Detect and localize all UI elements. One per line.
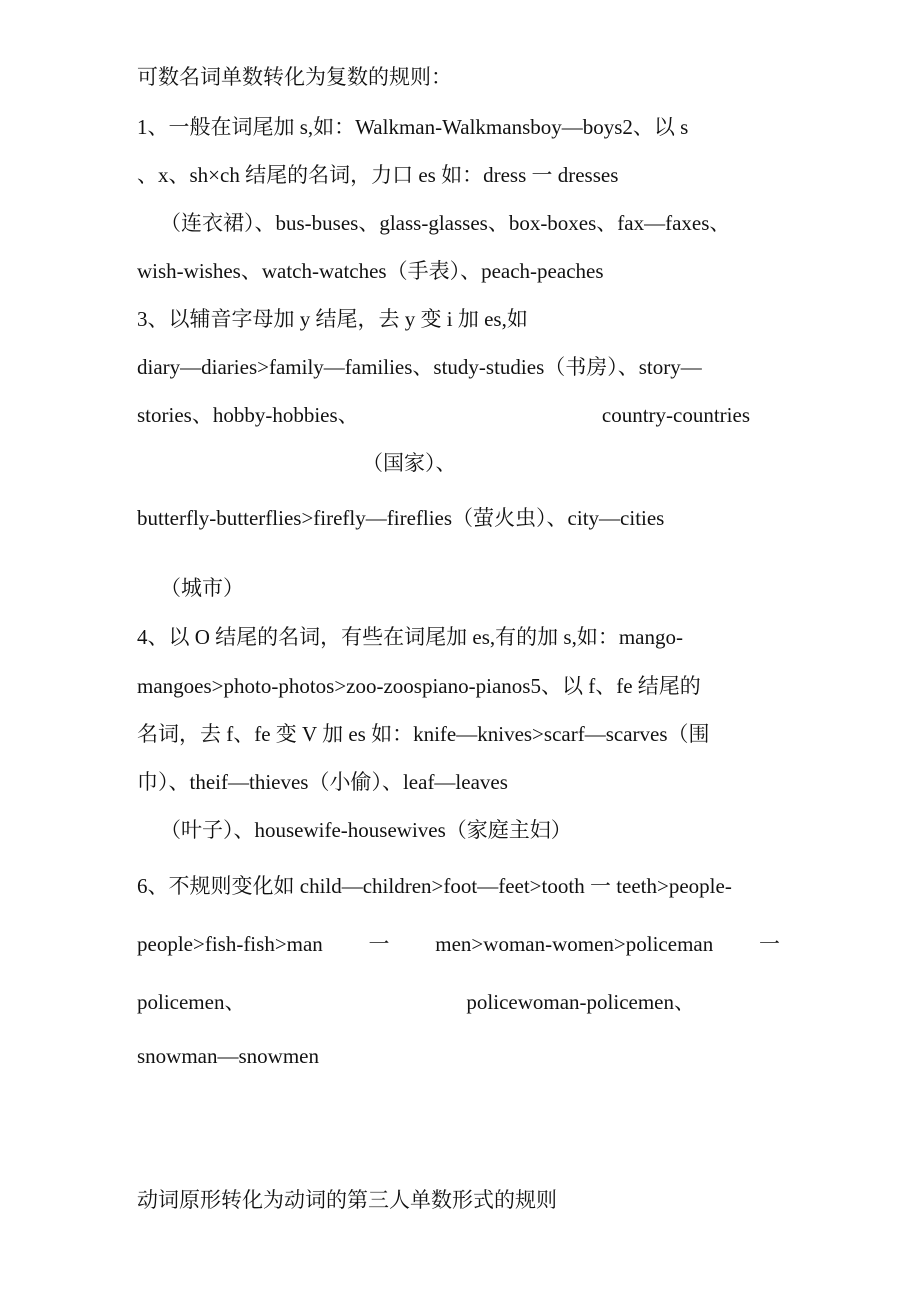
text-line: 1、一般在词尾加 s,如：Walkman-Walkmansboy—boys2、以 s xyxy=(137,115,689,139)
text-line: 3、以辅音字母加 y 结尾，去 y 变 i 加 es,如 xyxy=(137,307,528,331)
text-line: 6、不规则变化如 child—children>foot—feet>tooth 一 teeth>people- xyxy=(137,874,732,898)
section-title-verb-rules: 动词原形转化为动词的第三人单数形式的规则 xyxy=(137,1188,557,1212)
text-line: diary—diaries>family—families、study-studies（书房）、story— xyxy=(137,355,702,379)
text-line: butterfly-butterflies>firefly—fireflies（萤火虫）、city—cities xyxy=(137,506,665,530)
text-line: 4、以 O 结尾的名词，有些在词尾加 es,有的加 s,如：mango- xyxy=(137,625,683,649)
text-line: （城市） xyxy=(160,576,244,600)
text-line: （连衣裙）、bus-buses、glass-glasses、box-boxes、fax—faxes、 xyxy=(160,211,731,235)
text-line: wish-wishes、watch-watches（手表）、peach-peaches xyxy=(137,259,604,283)
text-fragment: country-countries xyxy=(601,403,750,427)
text-fragment: people>fish-fish>man xyxy=(137,932,323,956)
text-line: 巾）、theif—thieves（小偷）、leaf—leaves xyxy=(137,770,508,794)
text-fragment: stories、hobby-hobbies、 xyxy=(137,403,359,427)
text-fragment: 一 xyxy=(758,932,780,956)
text-fragment: 一 xyxy=(368,932,390,956)
text-line-split xyxy=(137,987,695,1017)
text-fragment: men>woman-women>policeman xyxy=(435,932,714,956)
text-line: （叶子）、housewife-housewives（家庭主妇） xyxy=(160,818,572,842)
text-line: mangoes>photo-photos>zoo-zoospiano-pianos5、以 f、fe 结尾的 xyxy=(137,674,701,698)
text-fragment: policemen、 xyxy=(137,990,246,1014)
text-line-split xyxy=(137,929,780,959)
text-line: 、x、sh×ch 结尾的名词，力口 es 如：dress 一 dresses xyxy=(137,163,619,187)
section-title-plural-rules: 可数名词单数转化为复数的规则： xyxy=(137,65,452,89)
text-line: snowman—snowmen xyxy=(137,1044,319,1068)
text-line-split xyxy=(137,400,750,430)
text-fragment: policewoman-policemen、 xyxy=(466,990,695,1014)
text-line: （国家）、 xyxy=(362,451,457,475)
text-line: 名词，去 f、fe 变 V 加 es 如：knife—knives>scarf—scarves（围 xyxy=(137,722,710,746)
